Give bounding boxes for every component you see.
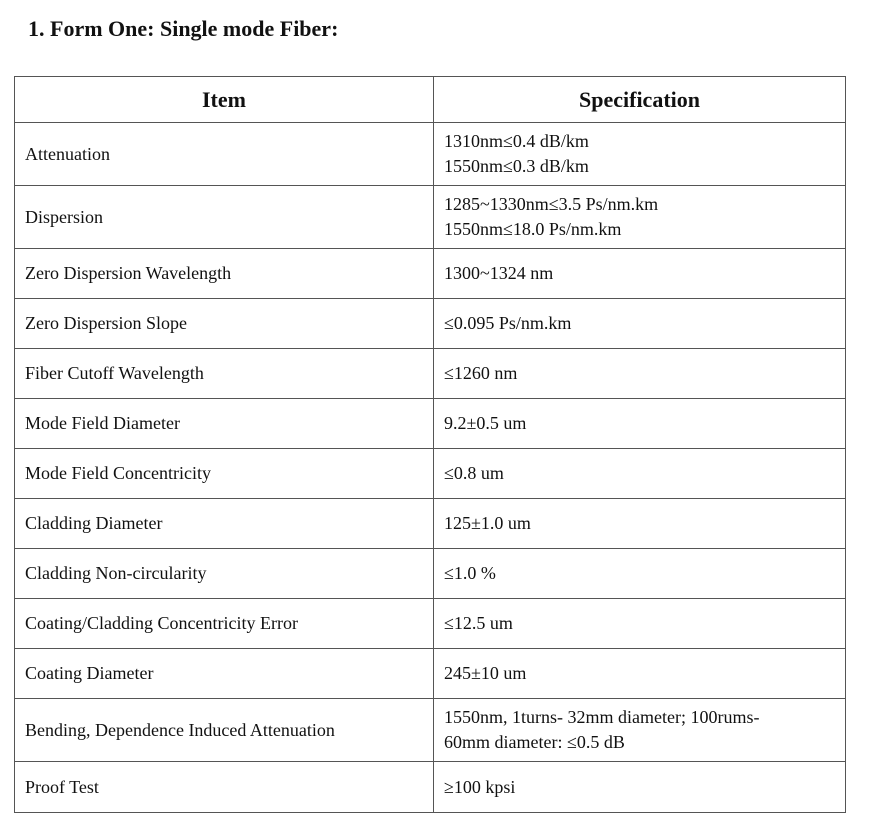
item-cell: Coating Diameter xyxy=(15,649,434,699)
spec-line: 1310nm≤0.4 dB/km xyxy=(444,131,589,151)
spec-line: 1285~1330nm≤3.5 Ps/nm.km xyxy=(444,194,659,214)
item-cell: Mode Field Diameter xyxy=(15,399,434,449)
table-row xyxy=(15,762,846,813)
item-cell: Mode Field Concentricity xyxy=(15,449,434,499)
table-row xyxy=(15,449,846,499)
header-item: Item xyxy=(15,77,434,123)
item-cell: Bending, Dependence Induced Attenuation xyxy=(15,699,434,762)
item-cell: Zero Dispersion Wavelength xyxy=(15,249,434,299)
item-cell: Cladding Diameter xyxy=(15,499,434,549)
spec-cell: 1300~1324 nm xyxy=(434,249,846,299)
spec-cell: ≥100 kpsi xyxy=(434,762,846,813)
table-row xyxy=(15,349,846,399)
item-cell: Dispersion xyxy=(15,186,434,249)
item-cell: Zero Dispersion Slope xyxy=(15,299,434,349)
spec-cell xyxy=(434,186,846,249)
table-header-row xyxy=(15,77,846,123)
item-cell: Cladding Non-circularity xyxy=(15,549,434,599)
spec-cell: ≤0.095 Ps/nm.km xyxy=(434,299,846,349)
table-row xyxy=(15,599,846,649)
spec-cell xyxy=(434,699,846,762)
item-cell: Proof Test xyxy=(15,762,434,813)
table-row xyxy=(15,399,846,449)
document-title: 1. Form One: Single mode Fiber: xyxy=(28,16,339,41)
spec-cell: 245±10 um xyxy=(434,649,846,699)
table-row xyxy=(15,299,846,349)
item-cell: Fiber Cutoff Wavelength xyxy=(15,349,434,399)
spec-cell: ≤1260 nm xyxy=(434,349,846,399)
spec-cell xyxy=(434,123,846,186)
item-cell: Coating/Cladding Concentricity Error xyxy=(15,599,434,649)
table-row xyxy=(15,699,846,762)
table-row xyxy=(15,123,846,186)
spec-cell: 9.2±0.5 um xyxy=(434,399,846,449)
table-row xyxy=(15,499,846,549)
header-specification: Specification xyxy=(434,77,846,123)
table-row xyxy=(15,549,846,599)
table-row xyxy=(15,186,846,249)
spec-cell: ≤1.0 % xyxy=(434,549,846,599)
spec-line: 1550nm≤0.3 dB/km xyxy=(444,156,589,176)
table-row xyxy=(15,649,846,699)
spec-line: 60mm diameter: ≤0.5 dB xyxy=(444,732,625,752)
spec-table xyxy=(14,76,846,813)
table-row xyxy=(15,249,846,299)
spec-cell: ≤12.5 um xyxy=(434,599,846,649)
item-cell: Attenuation xyxy=(15,123,434,186)
spec-cell: ≤0.8 um xyxy=(434,449,846,499)
spec-cell: 125±1.0 um xyxy=(434,499,846,549)
spec-line: 1550nm≤18.0 Ps/nm.km xyxy=(444,219,622,239)
spec-line: 1550nm, 1turns- 32mm diameter; 100rums- xyxy=(444,707,760,727)
